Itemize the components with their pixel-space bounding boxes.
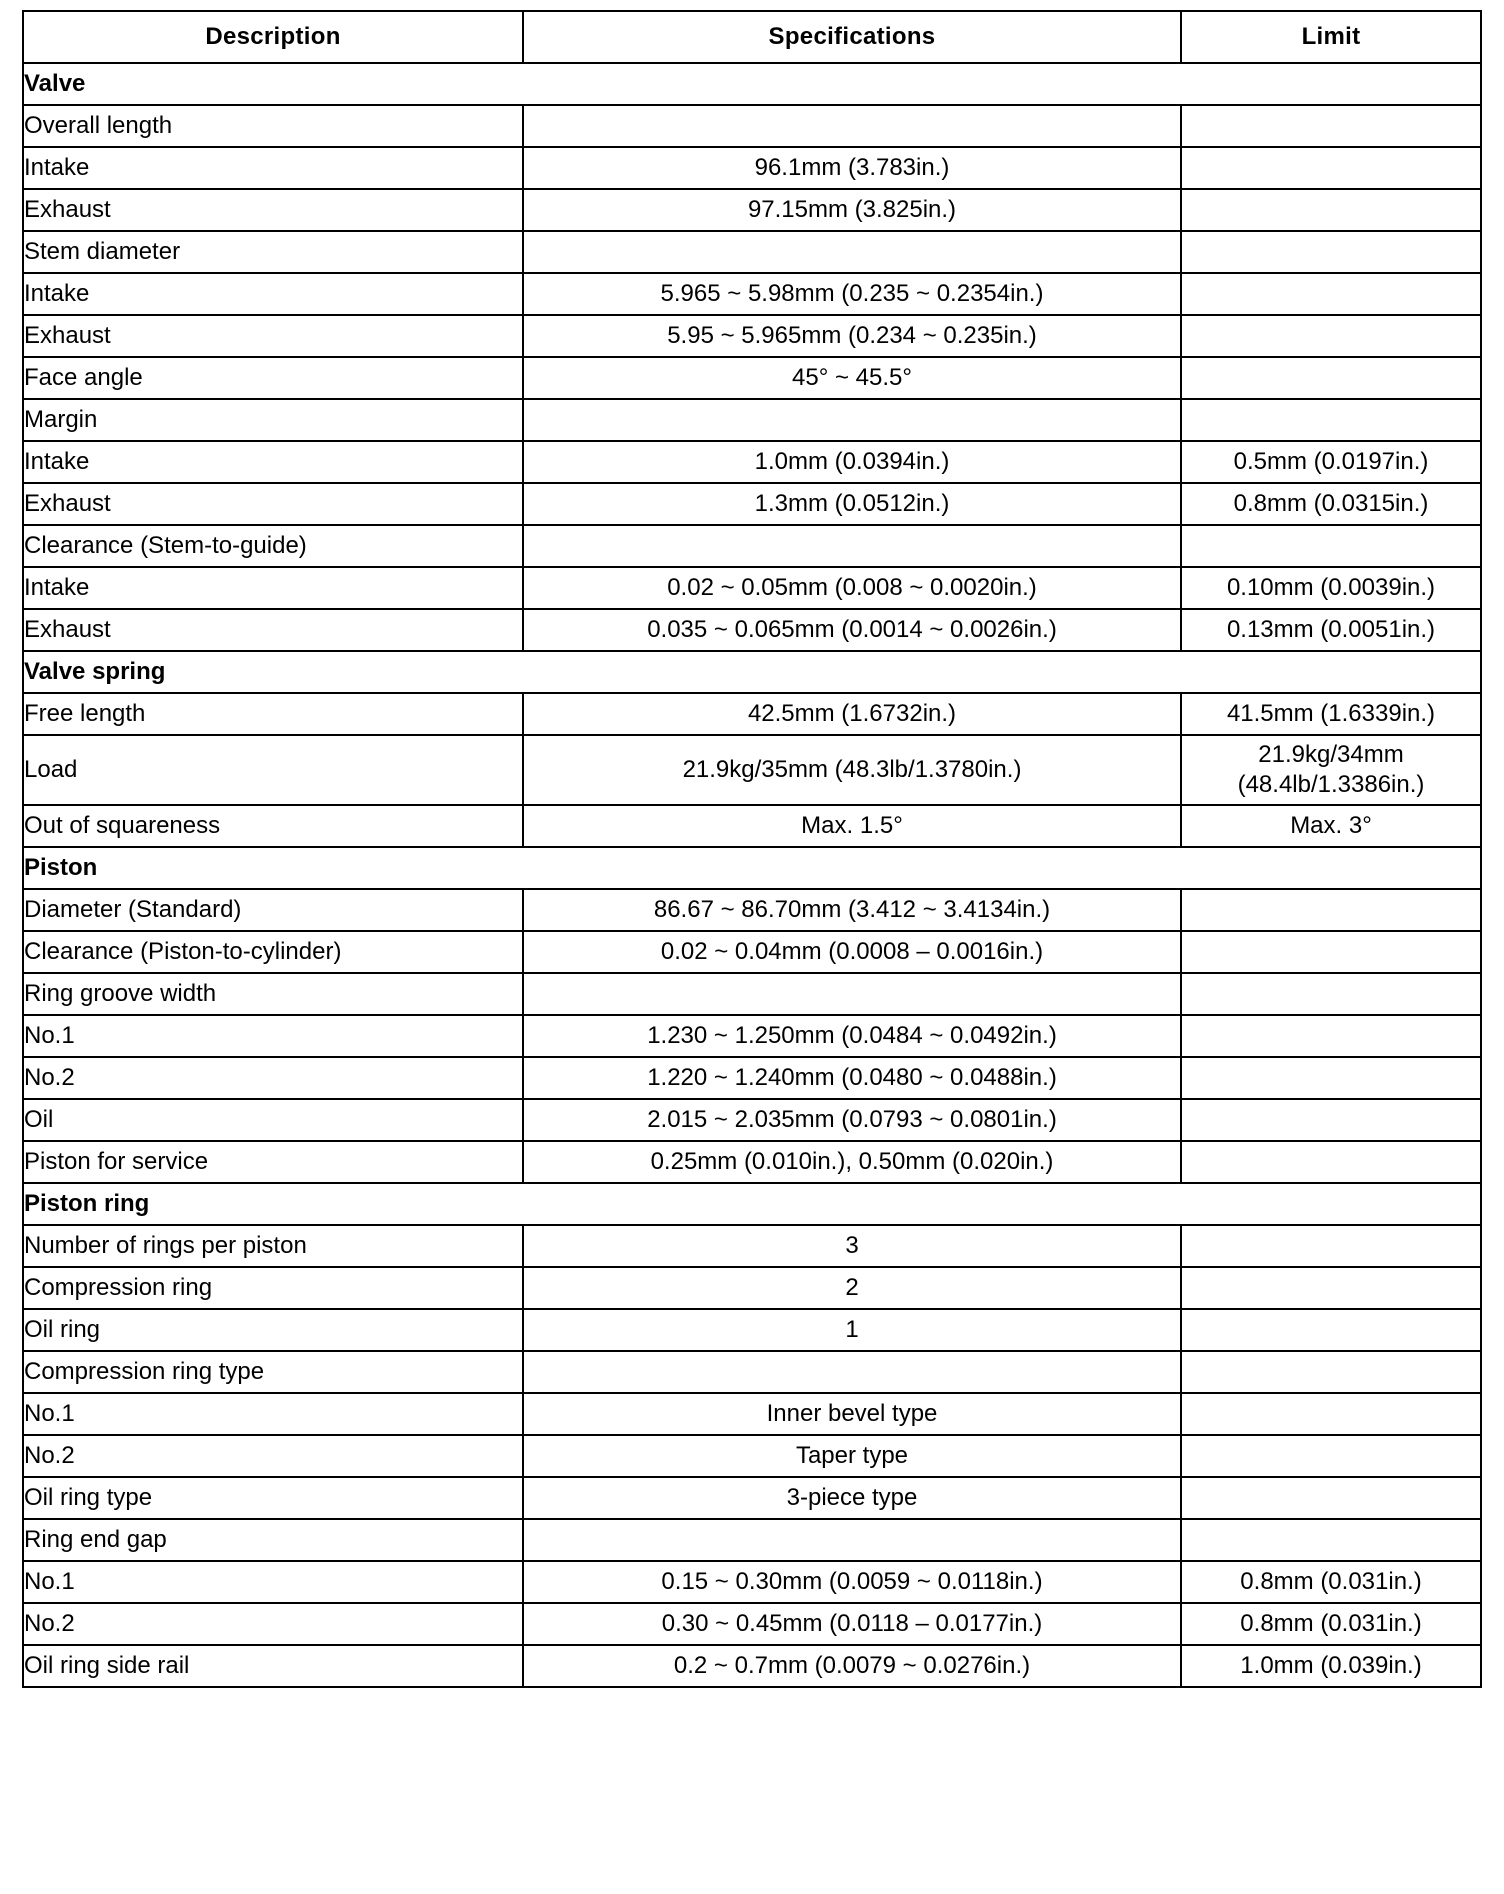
table-row [23,1477,1481,1519]
row-specification: Max. 1.5° [523,805,1181,847]
row-description: Clearance (Stem-to-guide) [23,525,523,567]
table-row [23,1309,1481,1351]
row-limit-line1: 21.9kg/34mm [1258,741,1404,768]
column-header-limit: Limit [1181,11,1481,63]
table-header [23,11,1481,63]
table-row [23,693,1481,735]
table-row [23,1015,1481,1057]
row-limit [1181,735,1481,805]
row-specification: 0.15 ~ 0.30mm (0.0059 ~ 0.0118in.) [523,1561,1181,1603]
table-row [23,1519,1481,1561]
row-limit [1181,1309,1481,1351]
row-specification [523,525,1181,567]
row-specification: 1.220 ~ 1.240mm (0.0480 ~ 0.0488in.) [523,1057,1181,1099]
table-row [23,931,1481,973]
row-specification: 2.015 ~ 2.035mm (0.0793 ~ 0.0801in.) [523,1099,1181,1141]
row-description: No.1 [23,1015,523,1057]
row-specification: Inner bevel type [523,1393,1181,1435]
row-description: Compression ring [23,1267,523,1309]
row-limit [1181,1099,1481,1141]
row-limit: 41.5mm (1.6339in.) [1181,693,1481,735]
row-limit [1181,889,1481,931]
row-limit [1181,931,1481,973]
row-limit [1181,973,1481,1015]
row-description: Oil ring [23,1309,523,1351]
section-heading: Valve [23,63,1481,105]
row-limit: 0.8mm (0.031in.) [1181,1561,1481,1603]
column-header-description: Description [23,11,523,63]
table-row [23,231,1481,273]
table-row [23,1351,1481,1393]
table-row [23,147,1481,189]
row-description: Exhaust [23,483,523,525]
row-description: Ring groove width [23,973,523,1015]
row-limit [1181,1435,1481,1477]
section-heading: Piston [23,847,1481,889]
row-limit [1181,1477,1481,1519]
table-row [23,973,1481,1015]
row-specification: 1.0mm (0.0394in.) [523,441,1181,483]
row-specification: 21.9kg/35mm (48.3lb/1.3780in.) [523,735,1181,805]
section-heading: Valve spring [23,651,1481,693]
row-specification: 97.15mm (3.825in.) [523,189,1181,231]
table-row [23,805,1481,847]
row-specification: 1.3mm (0.0512in.) [523,483,1181,525]
row-specification: 0.30 ~ 0.45mm (0.0118 – 0.0177in.) [523,1603,1181,1645]
row-description: Exhaust [23,189,523,231]
row-specification: 45° ~ 45.5° [523,357,1181,399]
table-row [23,483,1481,525]
row-specification [523,973,1181,1015]
row-description: No.2 [23,1603,523,1645]
row-limit [1181,357,1481,399]
row-specification: 86.67 ~ 86.70mm (3.412 ~ 3.4134in.) [523,889,1181,931]
row-description: Free length [23,693,523,735]
section-heading: Piston ring [23,1183,1481,1225]
row-description: Oil ring side rail [23,1645,523,1687]
row-description: Intake [23,567,523,609]
table-row [23,1141,1481,1183]
row-description: Face angle [23,357,523,399]
table-row [23,1561,1481,1603]
row-description: Stem diameter [23,231,523,273]
row-specification: 0.25mm (0.010in.), 0.50mm (0.020in.) [523,1141,1181,1183]
row-limit [1181,1225,1481,1267]
row-description: Exhaust [23,609,523,651]
row-specification: 3 [523,1225,1181,1267]
row-specification [523,1519,1181,1561]
table-row [23,1225,1481,1267]
table-row [23,105,1481,147]
row-limit [1181,147,1481,189]
table-row [23,567,1481,609]
row-limit: 0.8mm (0.031in.) [1181,1603,1481,1645]
row-specification: 0.035 ~ 0.065mm (0.0014 ~ 0.0026in.) [523,609,1181,651]
row-limit [1181,399,1481,441]
row-specification [523,399,1181,441]
table-row [23,399,1481,441]
table-row [23,651,1481,693]
row-limit [1181,1015,1481,1057]
row-description: Intake [23,273,523,315]
row-limit [1181,315,1481,357]
row-limit [1181,1351,1481,1393]
row-limit [1181,1267,1481,1309]
table-row [23,525,1481,567]
row-specification [523,105,1181,147]
row-limit [1181,273,1481,315]
row-specification [523,231,1181,273]
column-header-specifications: Specifications [523,11,1181,63]
row-limit [1181,1141,1481,1183]
row-limit [1181,525,1481,567]
row-limit: Max. 3° [1181,805,1481,847]
row-specification: 2 [523,1267,1181,1309]
row-description: Piston for service [23,1141,523,1183]
row-description: No.2 [23,1435,523,1477]
table-row [23,889,1481,931]
row-specification: 0.2 ~ 0.7mm (0.0079 ~ 0.0276in.) [523,1645,1181,1687]
row-specification: 5.95 ~ 5.965mm (0.234 ~ 0.235in.) [523,315,1181,357]
row-description: Load [23,735,523,805]
row-specification: 1 [523,1309,1181,1351]
table-row [23,63,1481,105]
table-body [23,63,1481,1687]
table-row [23,315,1481,357]
row-limit [1181,1519,1481,1561]
row-description: Overall length [23,105,523,147]
row-description: Oil ring type [23,1477,523,1519]
row-specification: 5.965 ~ 5.98mm (0.235 ~ 0.2354in.) [523,273,1181,315]
table-header-row [23,11,1481,63]
table-row [23,609,1481,651]
row-limit [1181,231,1481,273]
table-row [23,1057,1481,1099]
row-description: No.1 [23,1561,523,1603]
row-description: Diameter (Standard) [23,889,523,931]
table-row [23,1099,1481,1141]
row-limit [1181,1057,1481,1099]
table-row [23,357,1481,399]
row-limit-line2: (48.4lb/1.3386in.) [1237,771,1425,798]
row-description: Intake [23,441,523,483]
table-row [23,1603,1481,1645]
row-specification: 0.02 ~ 0.04mm (0.0008 – 0.0016in.) [523,931,1181,973]
row-description: Exhaust [23,315,523,357]
table-row [23,273,1481,315]
row-limit: 0.10mm (0.0039in.) [1181,567,1481,609]
table-row [23,1645,1481,1687]
table-row [23,1183,1481,1225]
row-specification [523,1351,1181,1393]
row-limit [1181,1393,1481,1435]
table-row [23,441,1481,483]
table-row [23,1267,1481,1309]
table-row [23,1435,1481,1477]
row-specification: 96.1mm (3.783in.) [523,147,1181,189]
table-row [23,1393,1481,1435]
row-description: Oil [23,1099,523,1141]
row-description: Out of squareness [23,805,523,847]
row-description: Number of rings per piston [23,1225,523,1267]
row-limit [1181,105,1481,147]
row-specification: 42.5mm (1.6732in.) [523,693,1181,735]
row-specification: 1.230 ~ 1.250mm (0.0484 ~ 0.0492in.) [523,1015,1181,1057]
row-description: Clearance (Piston-to-cylinder) [23,931,523,973]
row-specification: 3-piece type [523,1477,1181,1519]
specifications-table [22,10,1482,1688]
table-row [23,189,1481,231]
row-specification: Taper type [523,1435,1181,1477]
row-limit: 0.5mm (0.0197in.) [1181,441,1481,483]
row-limit: 0.13mm (0.0051in.) [1181,609,1481,651]
row-description: No.2 [23,1057,523,1099]
table-row [23,847,1481,889]
row-description: Compression ring type [23,1351,523,1393]
row-description: Ring end gap [23,1519,523,1561]
row-description: No.1 [23,1393,523,1435]
row-limit: 1.0mm (0.039in.) [1181,1645,1481,1687]
table-row [23,735,1481,805]
row-description: Margin [23,399,523,441]
row-limit: 0.8mm (0.0315in.) [1181,483,1481,525]
row-specification: 0.02 ~ 0.05mm (0.008 ~ 0.0020in.) [523,567,1181,609]
row-description: Intake [23,147,523,189]
row-limit [1181,189,1481,231]
